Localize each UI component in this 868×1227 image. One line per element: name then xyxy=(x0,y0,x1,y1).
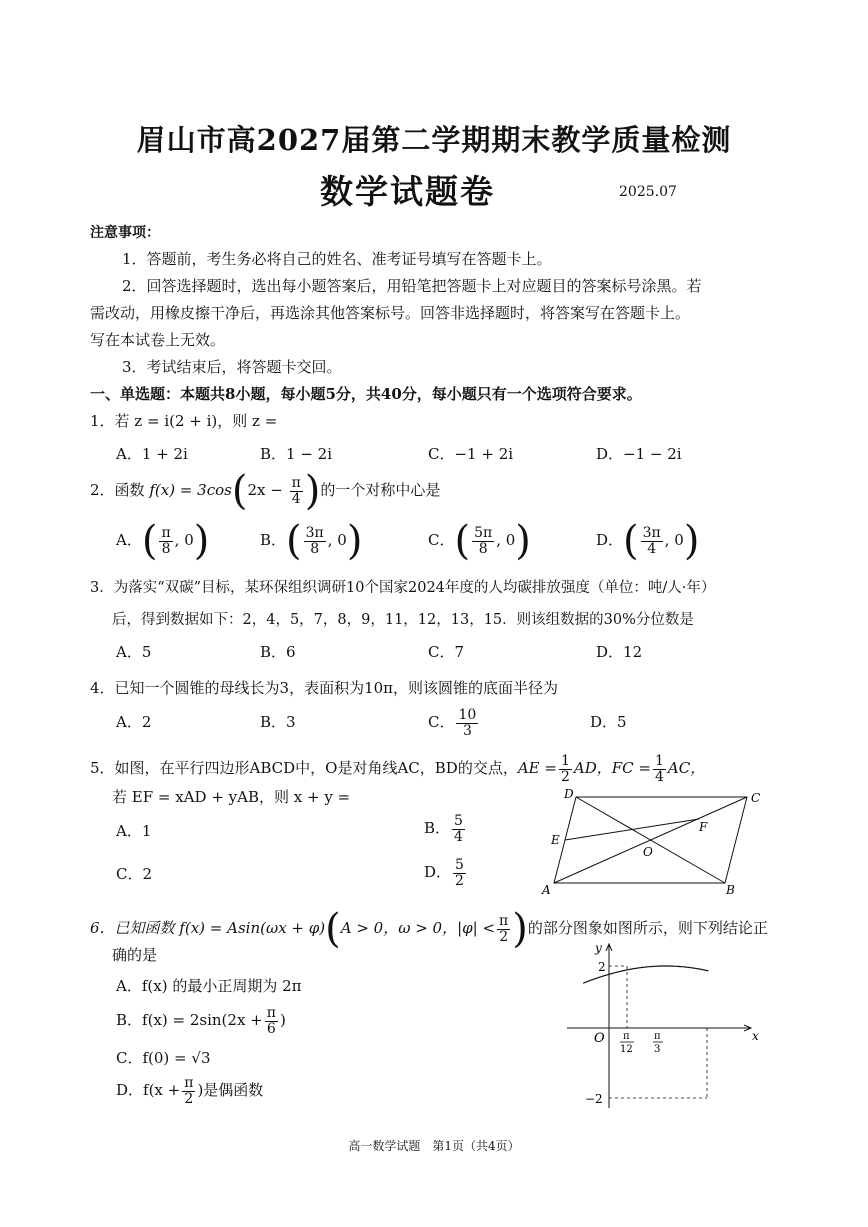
q2-option-d: D．( $\frac{3\pi}{4}$ , 0) xyxy=(596,518,700,564)
notice-item-2: 2．回答选择题时，选出每小题答案后，用铅笔把答题卡上对应题目的答案标号涂黑。若 xyxy=(122,277,702,295)
label-c: C xyxy=(751,791,761,805)
tick1-den: 12 xyxy=(620,1044,633,1055)
exam-subtitle: 数学试题卷 xyxy=(320,172,495,211)
q6-option-d: D．f(x + $\frac{\pi}{2}$ )是偶函数 xyxy=(116,1074,264,1107)
q3-option-a: A．5 xyxy=(116,643,152,661)
label-f: F xyxy=(699,820,708,834)
y-min-label: −2 xyxy=(585,1092,603,1106)
notice-item-1: 1．答题前，考生务必将自己的姓名、准考证号填写在答题卡上。 xyxy=(122,250,552,268)
q5-stem-line1: 5．如图，在平行四边形ABCD中，O是对角线AC，BD的交点，AE = $\frac{1}{2}$ AD，FC = $\frac{1}{4}$ AC， xyxy=(90,752,706,785)
q5-parallelogram-figure xyxy=(540,782,770,898)
q4-option-d: D．5 xyxy=(590,713,627,731)
x-axis-label: x xyxy=(752,1029,759,1043)
tick1-num: π xyxy=(623,1031,630,1042)
q2-stem xyxy=(90,468,441,514)
label-e: E xyxy=(551,833,560,847)
exam-title: 眉山市高2027届第二学期期末教学质量检测 xyxy=(136,123,732,157)
exam-date: 2025.07 xyxy=(619,184,677,200)
y-axis-label: y xyxy=(595,941,602,955)
q1-option-b: B．1 − 2i xyxy=(260,445,333,463)
y-max-label: 2 xyxy=(598,960,606,974)
q3-option-b: B．6 xyxy=(260,643,296,661)
q6-sine-graph xyxy=(565,938,765,1114)
q3-option-c: C．7 xyxy=(428,643,465,661)
q2-paren-open: ( xyxy=(231,468,248,514)
q2-paren-close: ) xyxy=(304,468,321,514)
q5-option-b: B． $\frac{5}{4}$ xyxy=(424,812,463,845)
q2-option-b: B．( $\frac{3\pi}{8}$ , 0) xyxy=(260,518,363,564)
q6-option-b: B．f(x) = 2sin(2x + $\frac{\pi}{6}$ ) xyxy=(116,1004,286,1037)
tick2-den: 3 xyxy=(654,1044,661,1055)
q2-option-a: A．( $\frac{\pi}{8}$ , 0) xyxy=(116,518,210,564)
q4-option-a: A．2 xyxy=(116,713,152,731)
q2-arg: 2x − xyxy=(247,481,283,499)
tick2-num: π xyxy=(654,1031,661,1042)
q2-func: f(x) = 3cos xyxy=(149,481,232,499)
q2-prefix: 2．函数 xyxy=(90,481,145,499)
q2-option-c: C．( $\frac{5\pi}{8}$ , 0) xyxy=(428,518,531,564)
label-a: A xyxy=(542,883,551,897)
q5-option-c: C．2 xyxy=(116,865,153,883)
q6-option-a: A．f(x) 的最小正周期为 2π xyxy=(116,977,302,995)
q3-stem-line2: 后，得到数据如下：2，4，5，7，8，9，11，12，13，15．则该组数据的30%分位数是 xyxy=(112,612,694,628)
page-footer: 高一数学试题 第1页（共4页） xyxy=(348,1139,520,1153)
q3-option-d: D．12 xyxy=(596,643,643,661)
section-1-heading: 一、单选题：本题共8小题，每小题5分，共40分，每小题只有一个选项符合要求。 xyxy=(90,385,642,403)
q5-option-d: D． $\frac{5}{2}$ xyxy=(424,856,464,889)
q1-option-c: C．−1 + 2i xyxy=(428,445,514,463)
q6-stem-line1: 6．已知函数 f(x) = Asin(ωx + φ)(A > 0，ω > 0，|φ| < $\frac{\pi}{2}$ )的部分图象如图所示，则下列结论正 xyxy=(90,906,768,952)
label-b: B xyxy=(726,883,735,897)
q1-stem: 1．若 z = i(2 + i)，则 z = xyxy=(90,412,278,430)
label-o: O xyxy=(643,845,653,859)
origin-label: O xyxy=(594,1031,605,1046)
notice-item-3: 3．考试结束后，将答题卡交回。 xyxy=(122,358,342,376)
q2-arg-fraction: $\frac{\pi}{4}$ xyxy=(291,474,301,507)
q3-stem-line1: 3．为落实“双碳”目标，某环保组织调研10个国家2024年度的人均碳排放强度（单位：吨/人·年） xyxy=(90,580,716,596)
q4-stem: 4．已知一个圆锥的母线长为3，表面积为10π，则该圆锥的底面半径为 xyxy=(90,679,559,697)
q6-option-c: C．f(0) = √3 xyxy=(116,1049,211,1067)
segment-ef xyxy=(565,819,699,840)
q4-option-c: C． $\frac{10}{3}$ xyxy=(428,706,477,739)
diagonal-bd xyxy=(576,797,725,883)
q4-option-b: B．3 xyxy=(260,713,296,731)
label-d: D xyxy=(564,787,574,801)
notice-item-2-end: 写在本试卷上无效。 xyxy=(90,331,226,349)
q2-suffix: 的一个对称中心是 xyxy=(320,481,441,499)
q1-option-d: D．−1 − 2i xyxy=(596,445,682,463)
q5-stem-line2: 若 EF = xAD + yAB，则 x + y = xyxy=(112,788,351,806)
notice-heading: 注意事项： xyxy=(90,225,160,241)
q5-option-a: A．1 xyxy=(116,822,152,840)
q6-stem-line2: 确的是 xyxy=(112,946,158,964)
notice-item-2-cont: 需改动，用橡皮擦干净后，再选涂其他答案标号。回答非选择题时，将答案写在答题卡上。 xyxy=(90,304,691,322)
q1-option-a: A．1 + 2i xyxy=(116,445,188,463)
